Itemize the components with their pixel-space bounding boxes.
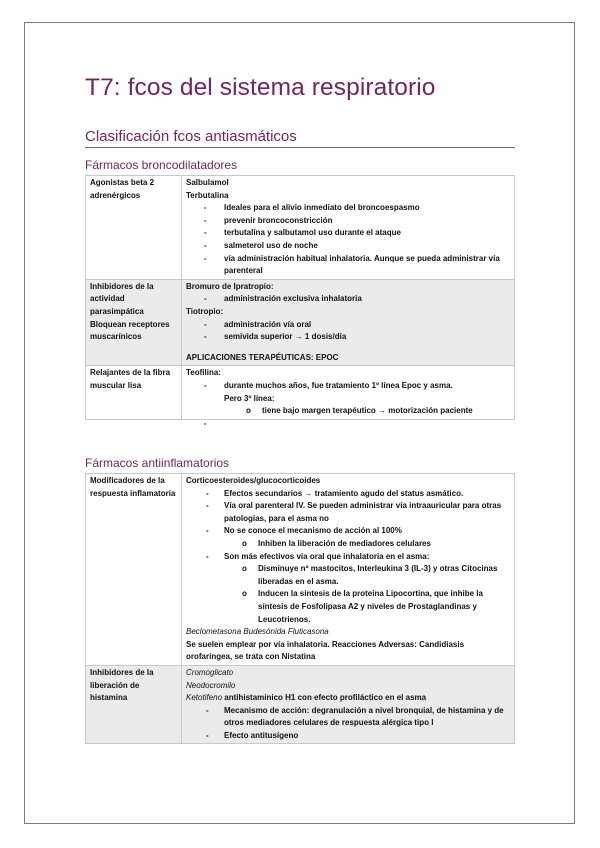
drug-description: [186, 692, 511, 705]
drug-name: Neodocromilo: [186, 680, 236, 690]
list-item-text: terbutalina y salbutamol uso durante el ataque: [224, 228, 401, 238]
list-item-continuation: [186, 393, 511, 406]
list-item-text: Inhiben la liberación de mediadores celulares: [258, 538, 431, 548]
dash-bullet: -: [206, 705, 209, 715]
table-row: [86, 366, 515, 419]
list-item: [186, 253, 511, 278]
list-item-text: Son más efectivos vía oral que inhalatoria en el asma:: [224, 551, 430, 561]
list-item: [186, 730, 511, 743]
dash-bullet: -: [206, 501, 209, 511]
spacer: [186, 344, 511, 352]
list-item-text: Vía oral parenteral IV. Se pueden administrar vía intraauricular para otras patologías, para el asma no: [224, 501, 502, 523]
list-item-text: durante muchos años, fue tratamiento 1º línea Epoc y asma.: [224, 380, 453, 390]
dash-bullet: -: [204, 332, 207, 342]
list-item-text: Mecanismo de acción: degranulación a nivel bronquial, de histamina y de otros mediadores celulares de respuesta alérgica tipo I: [224, 705, 504, 728]
list-item: [186, 215, 511, 228]
row-content: [182, 665, 515, 744]
list-item: [186, 551, 511, 564]
drug-note: antihistamínico H1 con efecto profiláctico en el asma: [222, 693, 427, 703]
row-label: Relajantes de la fibra muscular lisa: [86, 366, 182, 419]
drug-name: Terbutalina: [186, 190, 229, 200]
sub-list-item: [186, 563, 511, 588]
sub-list-item: [186, 538, 511, 551]
list-item: [186, 500, 511, 525]
circle-bullet: o: [242, 589, 247, 599]
list-item: [186, 705, 511, 730]
dash-bullet: -: [206, 551, 209, 561]
drug-name: Bromuro de Ipratropio:: [186, 281, 274, 291]
bronchodilators-table: [85, 175, 515, 428]
dash-bullet: -: [204, 240, 207, 250]
list-item-text: administración exclusiva inhalatoria: [224, 294, 362, 304]
table-row: [86, 665, 515, 744]
dash-bullet: -: [204, 203, 207, 213]
row-label: Modificadores de la respuesta inflamatoria: [86, 474, 182, 666]
dash-bullet: -: [204, 215, 207, 225]
circle-bullet: o: [246, 406, 251, 416]
sub-list-item: [186, 588, 511, 626]
row-content: [182, 366, 515, 428]
list-item-text: Efecto antitusígeno: [224, 730, 299, 740]
drug-name: Teofilina:: [186, 368, 221, 378]
list-item: [186, 293, 511, 306]
anti-inflammatory-table: [85, 473, 515, 744]
route-note: Se suelen emplear por vía inhalatoria. Reacciones Adversas: Candidiasis orofaríngea, se trata con Nistatina: [186, 639, 465, 662]
list-item-text: prevenir broncoconstricción: [224, 215, 333, 225]
table-row: [86, 279, 515, 366]
drug-name: Tiotropio:: [186, 306, 224, 316]
row-content: [182, 474, 515, 666]
dash-bullet: -: [206, 488, 209, 498]
dash-bullet: -: [204, 418, 207, 428]
dash-bullet: -: [204, 253, 207, 263]
list-item: [186, 380, 511, 393]
document-title: T7: fcos del sistema respiratorio: [85, 74, 436, 101]
row-label: Inhibidores de la actividad parasimpática Bloquean receptores muscarínicos: [86, 279, 182, 366]
list-item-text: Efectos secundarios → tratamiento agudo del status asmático.: [224, 488, 464, 498]
drug-name: Ketotifeno: [186, 693, 223, 703]
dash-bullet: -: [204, 380, 207, 390]
list-item-text: administración vía oral: [224, 319, 312, 329]
circle-bullet: o: [242, 564, 247, 574]
table-row: [86, 474, 515, 666]
dash-bullet: -: [204, 319, 207, 329]
list-item-text: salmeterol uso de noche: [224, 240, 318, 250]
drug-name: Salbulamol: [186, 178, 229, 187]
dash-bullet: -: [204, 228, 207, 238]
row-label: Agonistas beta 2 adrenérgicos: [86, 176, 182, 280]
list-item-text: vía administración habitual inhalatoria. Aunque se pueda administrar vía parenteral: [224, 253, 500, 276]
list-item: [186, 331, 511, 344]
list-item-text: Disminuye nº mastocitos, Interleukina 3 (IL-3) y otras Citocinas liberadas en el asma.: [258, 564, 498, 586]
list-item-text: No se conoce el mecanismo de acción al 100%: [224, 526, 402, 536]
list-item-text: Inducen la síntesis de la proteína Lipocortina, que inhibe la síntesis de Fosfolipasa A2 y niveles de Prostaglandinas y Leucotrienos.: [258, 589, 483, 624]
drug-group: Corticoesteroides/glucocorticoides: [186, 476, 321, 485]
table-row: [86, 176, 515, 280]
row-content: [182, 176, 515, 280]
dash-bullet: -: [206, 730, 209, 740]
list-item: [186, 319, 511, 332]
list-item: [186, 202, 511, 215]
row-label: Inhibidores de la liberación de histamina: [86, 665, 182, 744]
anti-inflammatory-heading: Fármacos antiinflamatorios: [85, 456, 230, 470]
dash-bullet: -: [204, 294, 207, 304]
list-item-text: semivida superior → 1 dosis/día: [224, 332, 347, 342]
list-item: [186, 488, 511, 501]
bronchodilators-heading: Fármacos broncodilatadores: [85, 158, 238, 172]
row-content: [182, 279, 515, 366]
list-item-text: tiene bajo margen terapéutico → motorización paciente: [262, 406, 473, 416]
list-item-text: Pero 3º línea:: [224, 393, 275, 403]
circle-bullet: o: [242, 538, 247, 548]
list-item: [186, 525, 511, 538]
list-item-text: Ideales para el alivio inmediato del broncoespasmo: [224, 203, 420, 213]
drug-name: Cromoglicato: [186, 667, 234, 677]
dash-bullet: -: [206, 526, 209, 536]
section-heading: Clasificación fcos antiasmáticos: [85, 128, 515, 148]
therapeutic-note: APLICACIONES TERAPÉUTICAS: EPOC: [186, 352, 339, 362]
list-item: [186, 227, 511, 240]
sub-list-item: [186, 405, 511, 418]
drug-examples: Beclometasona Budesónida Fluticasona: [186, 627, 329, 637]
list-item: [186, 240, 511, 253]
